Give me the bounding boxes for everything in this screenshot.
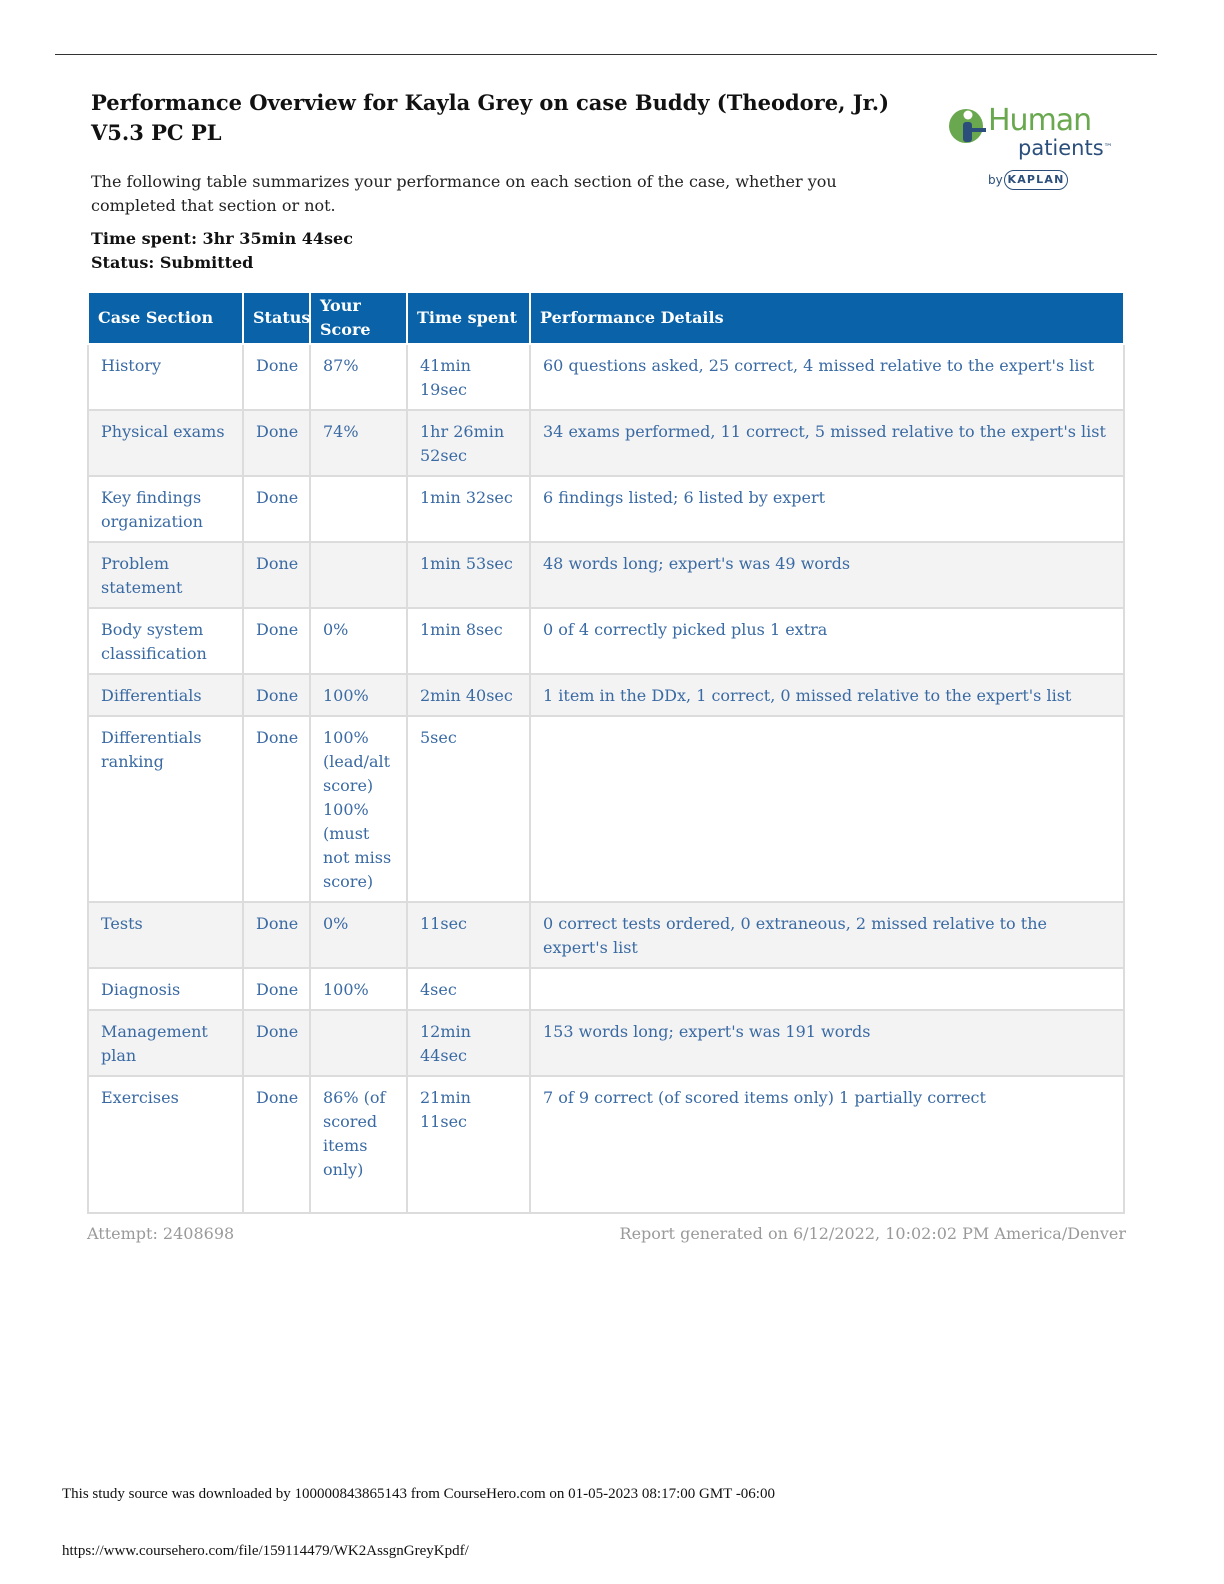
table-header-row [88, 292, 1124, 344]
table-row [88, 344, 1124, 410]
col-header-case-section: Case Section [88, 292, 243, 344]
cell-details: 6 findings listed; 6 listed by expert [530, 476, 1124, 542]
attempt-id: Attempt: 2408698 [87, 1224, 235, 1243]
cell-section: Tests [88, 902, 243, 968]
cell-status: Done [243, 1010, 310, 1076]
table-row [88, 716, 1124, 902]
logo-human-text: Human [988, 103, 1092, 138]
cell-status: Done [243, 476, 310, 542]
time-spent: Time spent: 3hr 35min 44sec [91, 229, 353, 248]
logo-by-text: by [988, 173, 1003, 187]
kaplan-badge: KAPLAN [1004, 170, 1068, 190]
cell-score: 87% [310, 344, 407, 410]
cell-status: Done [243, 968, 310, 1010]
table-row [88, 542, 1124, 608]
cell-time: 1min 32sec [407, 476, 530, 542]
cell-time: 5sec [407, 716, 530, 902]
cell-section: Diagnosis [88, 968, 243, 1010]
table-row [88, 1076, 1124, 1213]
cell-details: 153 words long; expert's was 191 words [530, 1010, 1124, 1076]
cell-score: 74% [310, 410, 407, 476]
cell-time: 12min 44sec [407, 1010, 530, 1076]
page-title: Performance Overview for Kayla Grey on case Buddy (Theodore, Jr.) V5.3 PC PL [91, 90, 890, 145]
cell-section: Differentials [88, 674, 243, 716]
cell-section: Management plan [88, 1010, 243, 1076]
table-row [88, 968, 1124, 1010]
cell-score: 100% [310, 674, 407, 716]
cell-details [530, 716, 1124, 902]
cell-section: History [88, 344, 243, 410]
cell-section: Exercises [88, 1076, 243, 1213]
cell-section: Body system classification [88, 608, 243, 674]
cell-status: Done [243, 410, 310, 476]
cell-status: Done [243, 902, 310, 968]
cell-status: Done [243, 716, 310, 902]
intro-text: The following table summarizes your performance on each section of the case, whether you completed that section or not. [91, 172, 837, 215]
cell-score [310, 476, 407, 542]
cell-time: 41min 19sec [407, 344, 530, 410]
cell-details: 48 words long; expert's was 49 words [530, 542, 1124, 608]
cell-score: 0% [310, 902, 407, 968]
cell-score [310, 1010, 407, 1076]
table-row [88, 476, 1124, 542]
cell-score: 86% (of scored items only) [310, 1076, 407, 1213]
col-header-time-spent: Time spent [407, 292, 530, 344]
performance-table [87, 291, 1125, 1214]
cell-score [310, 542, 407, 608]
table-row [88, 674, 1124, 716]
cell-time: 1hr 26min 52sec [407, 410, 530, 476]
source-url: https://www.coursehero.com/file/159114479/WK2AssgnGreyKpdf/ [62, 1543, 469, 1559]
ihuman-person-icon [946, 106, 988, 146]
cell-section: Differentials ranking [88, 716, 243, 902]
cell-section: Physical exams [88, 410, 243, 476]
col-header-score: Your Score [310, 292, 407, 344]
cell-details: 0 correct tests ordered, 0 extraneous, 2 missed relative to the expert's list [530, 902, 1124, 968]
top-rule [55, 54, 1157, 55]
logo-patients-text: patients™ [1018, 136, 1113, 160]
cell-status: Done [243, 542, 310, 608]
cell-details: 7 of 9 correct (of scored items only) 1 partially correct [530, 1076, 1124, 1213]
cell-status: Done [243, 608, 310, 674]
report-generated: Report generated on 6/12/2022, 10:02:02 PM America/Denver [619, 1224, 1126, 1243]
table-row [88, 1010, 1124, 1076]
cell-status: Done [243, 674, 310, 716]
cell-time: 1min 53sec [407, 542, 530, 608]
cell-time: 2min 40sec [407, 674, 530, 716]
cell-time: 21min 11sec [407, 1076, 530, 1213]
cell-score: 0% [310, 608, 407, 674]
cell-details: 60 questions asked, 25 correct, 4 missed relative to the expert's list [530, 344, 1124, 410]
cell-details: 1 item in the DDx, 1 correct, 0 missed relative to the expert's list [530, 674, 1124, 716]
cell-status: Done [243, 344, 310, 410]
ihuman-logo [946, 104, 1116, 199]
cell-score: 100% [310, 968, 407, 1010]
table-row [88, 902, 1124, 968]
cell-time: 4sec [407, 968, 530, 1010]
cell-time: 11sec [407, 902, 530, 968]
col-header-details: Performance Details [530, 292, 1124, 344]
cell-status: Done [243, 1076, 310, 1213]
table-row [88, 608, 1124, 674]
download-notice: This study source was downloaded by 100000843865143 from CourseHero.com on 01-05-2023 08:17:00 GMT -06:00 [62, 1486, 775, 1502]
col-header-status: Status [243, 292, 310, 344]
cell-details [530, 968, 1124, 1010]
cell-section: Key findings organization [88, 476, 243, 542]
cell-section: Problem statement [88, 542, 243, 608]
status-text: Status: Submitted [91, 253, 254, 272]
cell-details: 0 of 4 correctly picked plus 1 extra [530, 608, 1124, 674]
cell-time: 1min 8sec [407, 608, 530, 674]
cell-score: 100% (lead/alt score) 100% (must not miss score) [310, 716, 407, 902]
table-row [88, 410, 1124, 476]
cell-details: 34 exams performed, 11 correct, 5 missed relative to the expert's list [530, 410, 1124, 476]
